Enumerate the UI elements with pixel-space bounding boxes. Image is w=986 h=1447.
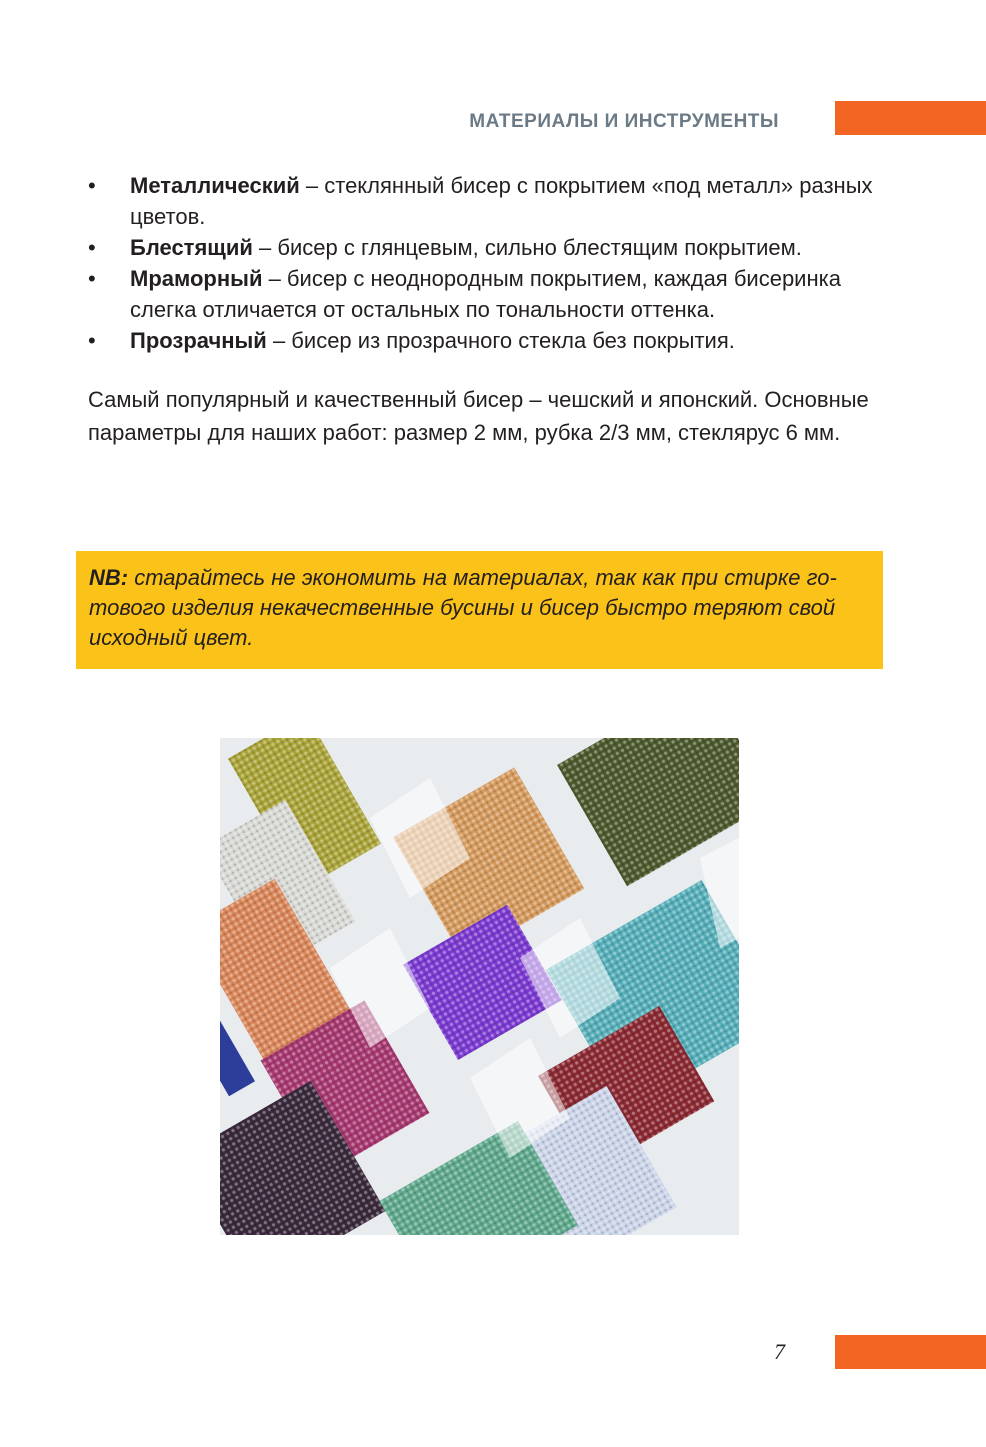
note-label: NB: (89, 565, 129, 590)
bullet-icon: • (88, 235, 96, 260)
bullet-icon: • (88, 173, 96, 198)
list-item (88, 325, 878, 356)
bullet-icon: • (88, 328, 96, 353)
bullet-icon: • (88, 266, 96, 291)
header-accent-tab (835, 101, 986, 135)
bead-type-description: – стеклянный бисер с покрытием «под металл» разных цветов. (130, 173, 873, 229)
bead-type-term: Мраморный (130, 266, 263, 291)
bead-packets-photo (220, 738, 739, 1235)
footer-accent-tab (835, 1335, 986, 1369)
bead-type-term: Металлический (130, 173, 300, 198)
bead-type-term: Блестящий (130, 235, 253, 260)
bead-type-description: – бисер с неоднородным покрытием, каждая бисеринка слегка отличается от остальных по тональности оттенка. (130, 266, 841, 322)
list-item (88, 263, 878, 325)
bead-types-list (88, 170, 878, 356)
bead-type-description: – бисер с глянцевым, сильно блестящим покрытием. (252, 235, 802, 260)
bead-type-description: – бисер из прозрачного стекла без покрытия. (266, 328, 735, 353)
note-box (76, 551, 883, 669)
note-body: старайтесь не экономить на материалах, так как при стирке готового изделия некачественные бусины и бисер быстро теряют свой исходный цвет. (89, 565, 837, 650)
page-number: 7 (774, 1339, 785, 1364)
list-item (88, 232, 878, 263)
bead-type-term: Прозрачный (130, 328, 267, 353)
section-title: МАТЕРИАЛЫ И ИНСТРУМЕНТЫ (469, 111, 779, 132)
body-paragraph: Самый популярный и качественный бисер – чешский и японский. Основные параметры для наших работ: размер 2 мм, рубка 2/3 мм, стеклярус 6 мм. (88, 387, 869, 445)
note-text (89, 563, 869, 653)
list-item (88, 170, 878, 232)
